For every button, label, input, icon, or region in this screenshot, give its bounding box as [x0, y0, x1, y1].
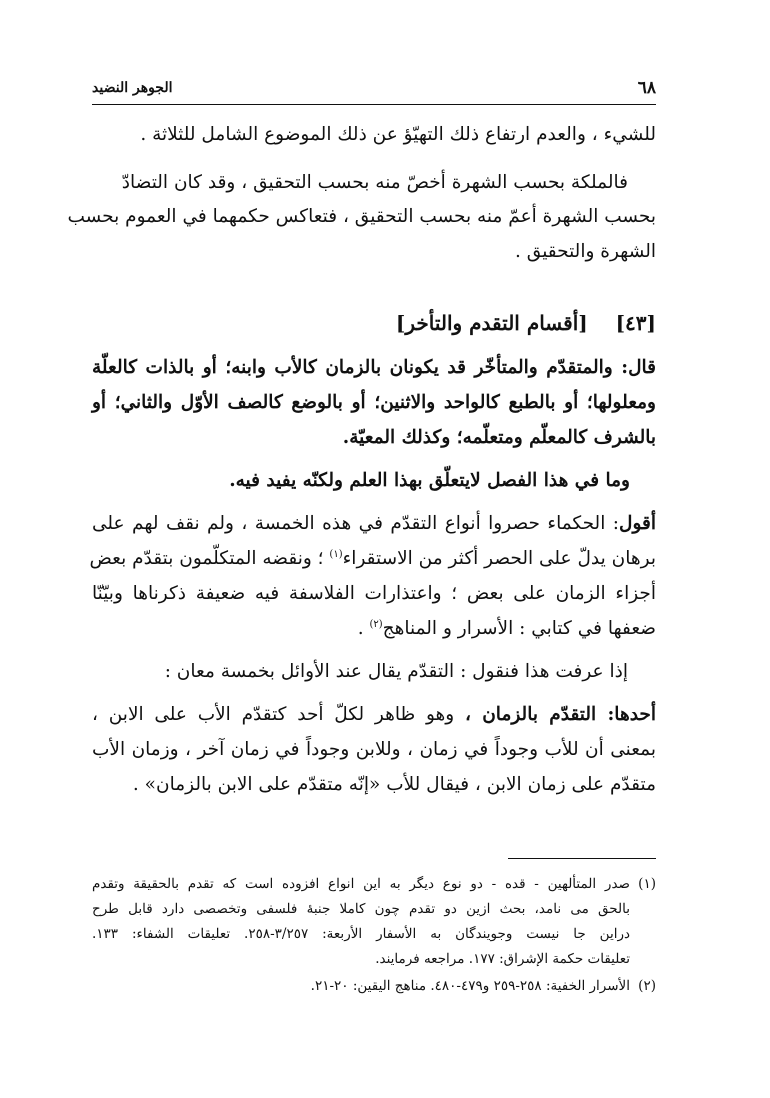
page-header — [92, 78, 656, 100]
sharh-line-8: متقدّم على زمان الابن ، فيقال للأب «إنّه متقدّم على الابن بالزمان» . — [132, 774, 656, 795]
body-line-1: للشيء ، والعدم ارتفاع ذلك التهيّؤ عن ذلك الموضوع الشامل للثلاثة . — [140, 124, 656, 145]
sharh-line-5: إذا عرفت هذا فنقول : التقدّم يقال عند الأوائل بخمسة معان : — [164, 661, 628, 682]
sharh-line-2 — [89, 548, 656, 569]
footnote-1-text-1: صدر المتألهين - قده - دو نوع ديگر به اين انواع افزوده است كه تقدم بالحقيقة وتقدم — [92, 876, 630, 892]
page-number: ٦٨ — [637, 78, 656, 98]
footnote-1-line-4: تعليقات حكمة الإشراق: ١٧٧. مراجعه فرمايند. — [375, 951, 630, 967]
sharh-line-6 — [92, 704, 656, 725]
sharh-text-4b: . — [357, 618, 370, 639]
sharh-text-2a: برهان يدلّ على الحصر أكثر من الاستقراء — [342, 548, 656, 569]
footnote-2-text-1: الأسرار الخفية: ٢٥٨-٢٥٩ و٤٧٩-٤٨٠. مناهج اليقين: ٢٠-٢١. — [310, 978, 630, 994]
matn-line-4: وما في هذا الفصل لايتعلّق بهذا العلم ولكنّه يفيد فيه. — [229, 470, 630, 491]
sharh-text-1: : الحكماء حصروا أنواع التقدّم في هذه الخمسة ، ولم نقف لهم على — [92, 513, 620, 534]
footnote-1-line-1 — [92, 876, 656, 892]
matn-line-3: بالشرف كالمعلّم ومتعلّمه؛ وكذلك المعيّة. — [342, 427, 656, 448]
sharh-line-3: أجزاء الزمان على بعض ؛ واعتذارات الفلاسفة فيه ضعيفة ذكرناها وبيّنّا — [92, 583, 656, 604]
footnote-ref-1: (١) — [329, 548, 343, 560]
matn-line-1 — [92, 357, 656, 378]
footnote-rule — [508, 858, 656, 859]
sharh-line-7: بمعنى أن للأب وجوداً في زمان ، وللابن وجوداً في زمان آخر ، وزمان الأب — [92, 739, 656, 760]
footnote-ref-2: (٢) — [369, 618, 383, 630]
matn-line-2: ومعلولها؛ أو بالطبع كالواحد والاثنين؛ أو بالوضع كالصف الأوّل والثاني؛ أو — [92, 392, 656, 413]
qala-label: قال — [628, 357, 656, 378]
section-title: [أقسام التقدم والتأخر] — [395, 311, 588, 335]
sharh-text-6: وهو ظاهر لكلّ أحد كتقدّم الأب على الابن ، — [92, 704, 465, 725]
body-line-2: فالملكة بحسب الشهرة أخصّ منه بحسب التحقيق ، وقد كان التضادّ — [121, 172, 628, 193]
header-rule — [92, 104, 656, 105]
sharh-line-1 — [92, 513, 656, 534]
sharh-text-4a: ضعفها في كتابي : الأسرار و المناهج — [382, 618, 656, 639]
body-line-4: الشهرة والتحقيق . — [515, 241, 656, 262]
footnote-1-line-3: دراين جا نيست وجويندگان به الأسفار الأربعة: ٣/٢٥٧-٢٥٨. تعليقات الشفاء: ١٣٣. — [92, 926, 630, 942]
section-number: [٤٣] — [615, 311, 656, 335]
body-line-3: بحسب الشهرة أعمّ منه بحسب التحقيق ، فتعاكس حكمهما في العموم بحسب — [67, 206, 656, 227]
sharh-line-4 — [92, 618, 656, 639]
aqulu-label: أقول — [619, 513, 656, 534]
footnote-2-number: (٢) — [638, 978, 656, 994]
footnote-2-line-1 — [92, 978, 656, 994]
matn-text-1: : والمتقدّم والمتأخّر قد يكونان بالزمان كالأب وابنه؛ أو بالذات كالعلّة — [92, 357, 629, 378]
running-title: الجوهر النضيد — [92, 80, 173, 96]
footnote-1-number: (١) — [638, 876, 656, 892]
sharh-text-2b: ؛ ونقضه المتكلّمون بتقدّم بعض — [89, 548, 330, 569]
footnote-1-line-2: بالحق مى نامد، بحث ازين دو تقدم چون كاملا جنبۀ فلسفى وتخصصى دارد قابل طرح — [92, 901, 630, 917]
section-heading — [92, 311, 656, 335]
ahaduha-label: أحدها: التقدّم بالزمان ، — [464, 704, 656, 725]
